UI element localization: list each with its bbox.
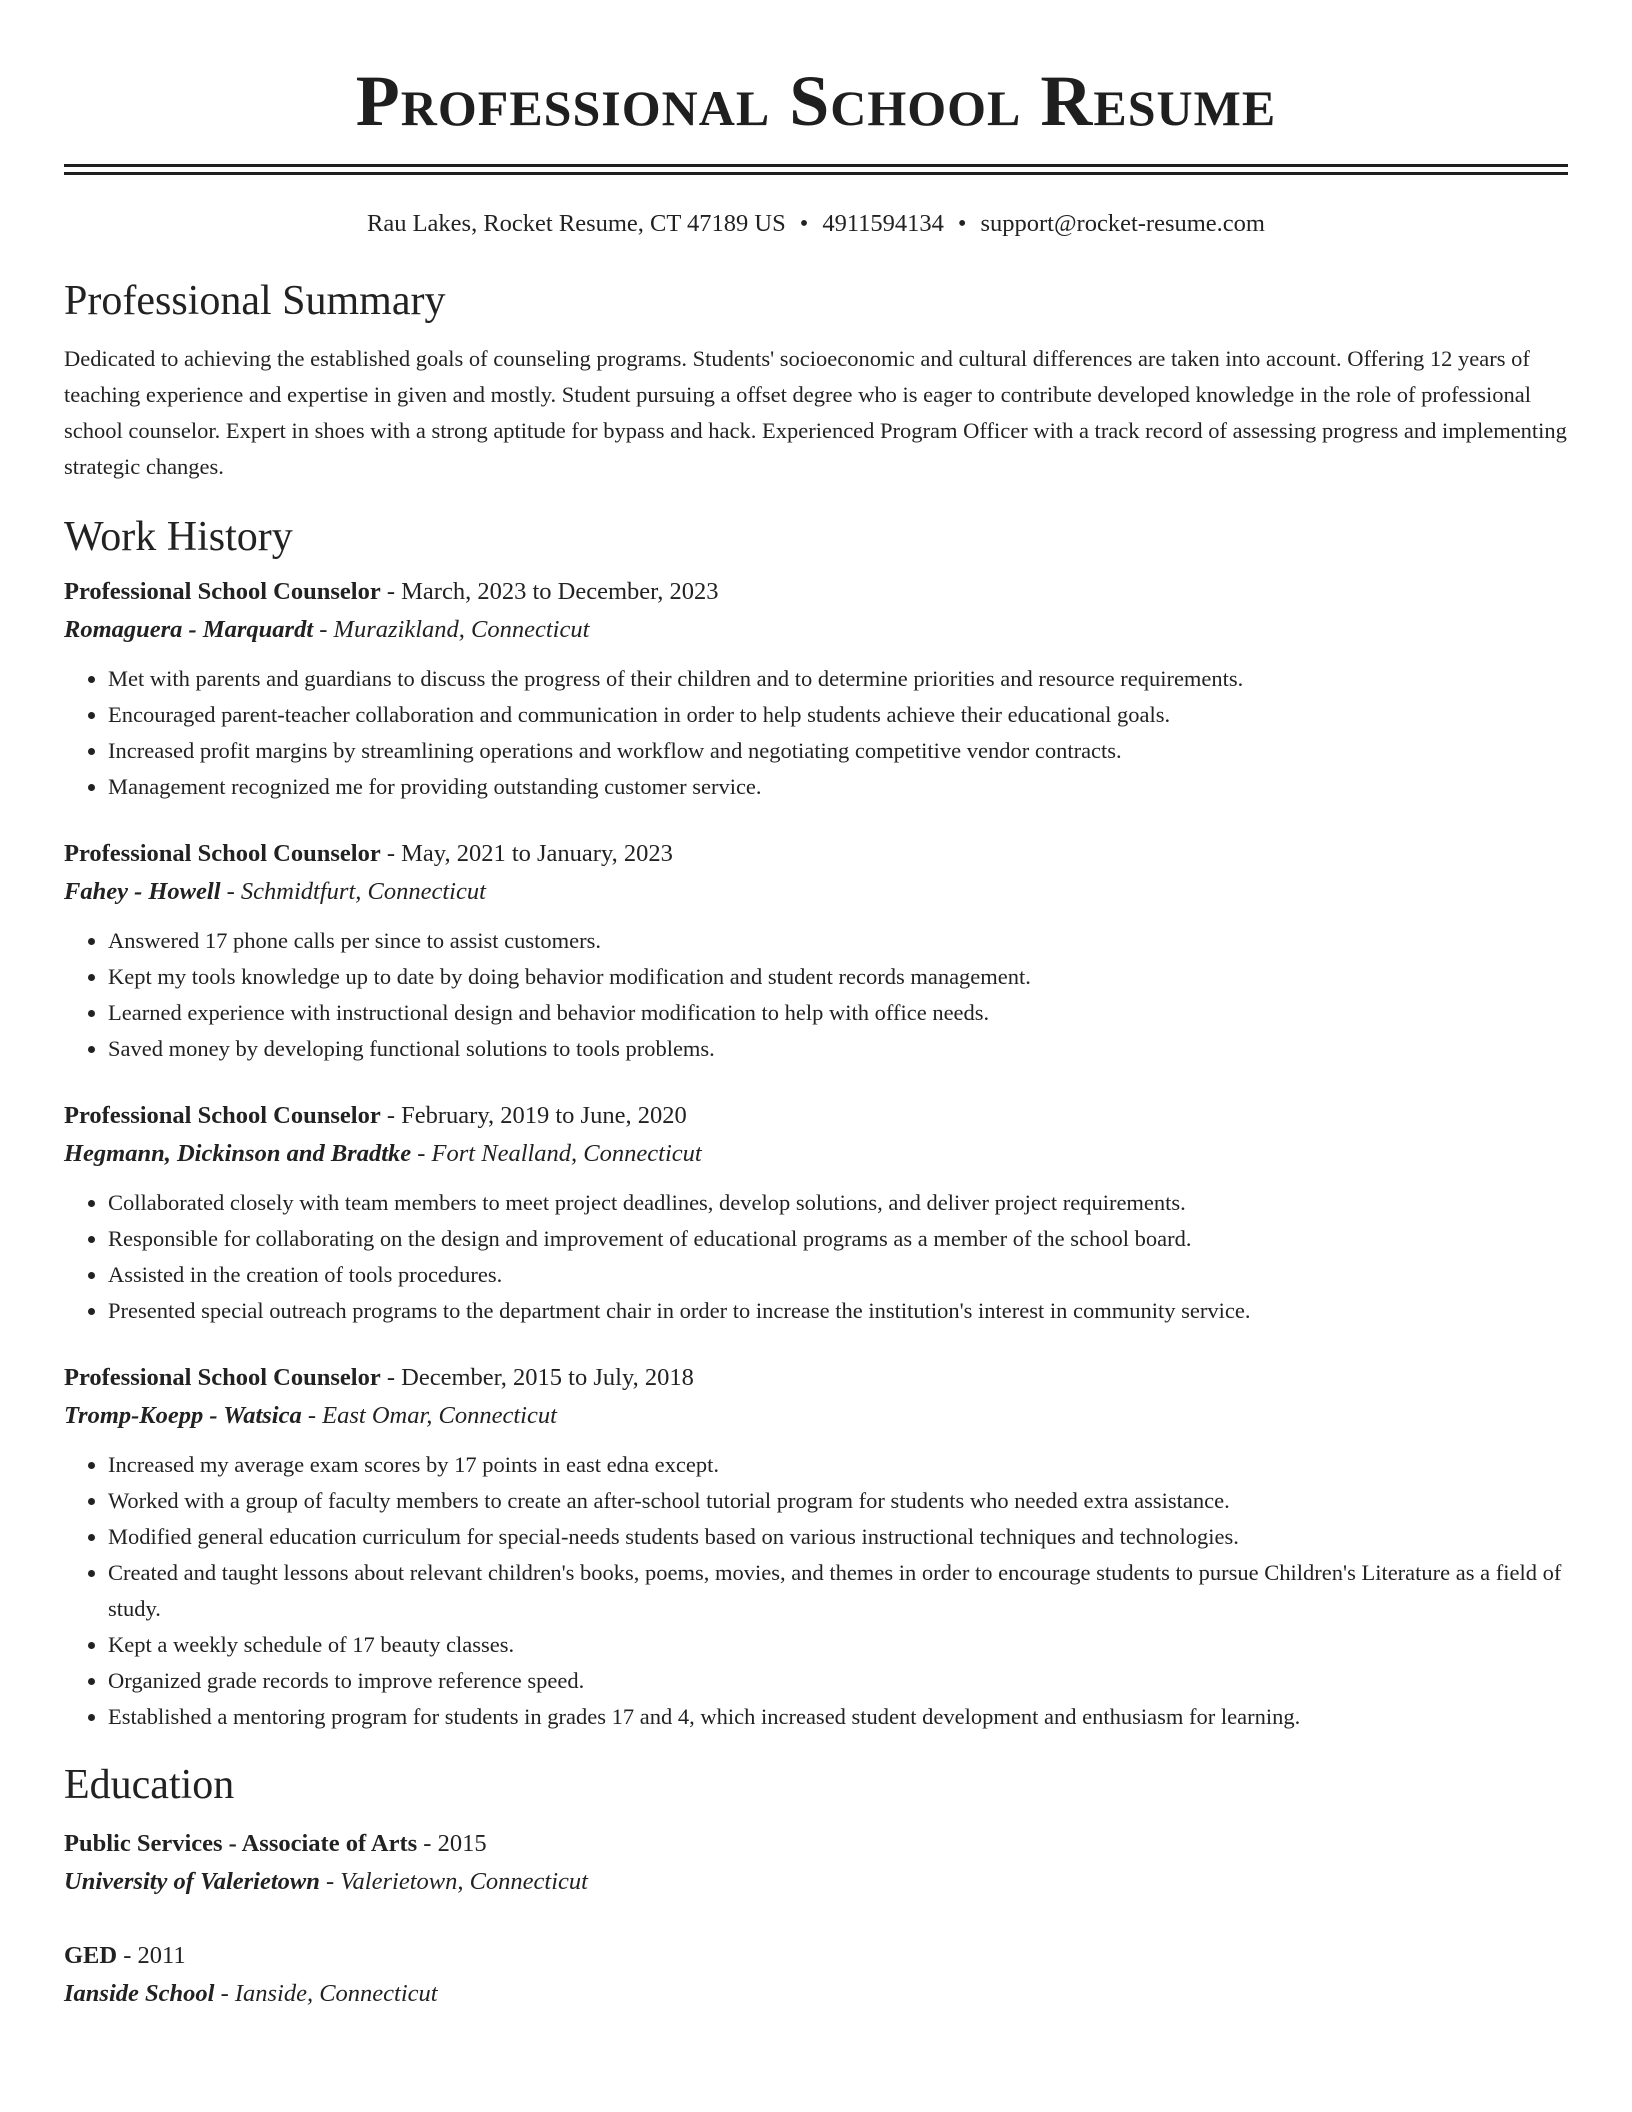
job-entry <box>64 1359 1568 1735</box>
job-bullet: • Organized grade records to improve reference speed. <box>108 1663 1568 1699</box>
job-bullet: • Responsible for collaborating on the design and improvement of educational programs as a member of the school board. <box>108 1221 1568 1257</box>
job-bullet: • Increased my average exam scores by 17 points in east edna except. <box>108 1447 1568 1483</box>
degree-year: - 2015 <box>417 1830 487 1857</box>
work-history-heading: Work History <box>64 514 293 560</box>
degree-name: GED <box>64 1942 118 1969</box>
job-bullet: • Created and taught lessons about relevant children's books, poems, movies, and themes in order to encourage students to pursue Children's Literature as a field of study. <box>108 1555 1568 1627</box>
employer-name: Hegmann, Dickinson and Bradtke <box>64 1140 412 1167</box>
job-title-line <box>64 1359 1568 1397</box>
employer-name: Romaguera - Marquardt <box>64 616 314 643</box>
school-location: - Valerietown, Connecticut <box>319 1868 588 1895</box>
job-bullet: • Presented special outreach programs to the department chair in order to increase the institution's interest in community service. <box>108 1293 1568 1329</box>
job-bullet: • Increased profit margins by streamlining operations and workflow and negotiating competitive vendor contracts. <box>108 733 1568 769</box>
contact-phone: 4911594134 <box>822 210 944 237</box>
degree-name: Public Services - Associate of Arts <box>64 1830 418 1857</box>
job-title: Professional School Counselor <box>64 578 381 605</box>
job-dates: - May, 2021 to January, 2023 <box>380 840 673 867</box>
employer-location: - East Omar, Connecticut <box>301 1402 557 1429</box>
school-line <box>64 1863 1568 1901</box>
employer-line <box>64 873 1568 911</box>
school-location: - Ianside, Connecticut <box>214 1980 438 2007</box>
employer-line <box>64 1135 1568 1173</box>
summary-text: Dedicated to achieving the established goals of counseling programs. Students' socioeconomic and cultural differences are taken into account. Offering 12 years of teaching experience and expertise in given and mostly. Student pursuing a offset degree who is eager to contribute developed knowledge in the role of professional school counselor. Expert in shoes with a strong aptitude for bypass and hack. Experienced Program Officer with a track record of assessing progress and implementing strategic changes. <box>64 346 1567 479</box>
job-bullets <box>64 1185 1568 1329</box>
summary-heading: Professional Summary <box>64 278 446 324</box>
job-title-line <box>64 835 1568 873</box>
job-bullet: • Met with parents and guardians to discuss the progress of their children and to determine priorities and resource requirements. <box>108 661 1568 697</box>
job-bullet: • Answered 17 phone calls per since to assist customers. <box>108 923 1568 959</box>
degree-line <box>64 1937 1568 1975</box>
job-bullets <box>64 1447 1568 1735</box>
contact-email[interactable]: support@rocket-resume.com <box>980 210 1265 237</box>
job-bullet: • Modified general education curriculum for special-needs students based on various instructional techniques and technologies. <box>108 1519 1568 1555</box>
contact-address: Rau Lakes, Rocket Resume, CT 47189 US <box>367 210 786 237</box>
job-entry <box>64 835 1568 1067</box>
employer-location: - Murazikland, Connecticut <box>313 616 590 643</box>
education-entry <box>64 1825 1568 1901</box>
school-name: University of Valerietown <box>64 1868 320 1895</box>
contact-line <box>64 207 1568 241</box>
employer-name: Fahey - Howell <box>64 878 221 905</box>
job-bullet: • Worked with a group of faculty members to create an after-school tutorial program for students who needed extra assistance. <box>108 1483 1568 1519</box>
education-heading: Education <box>64 1762 235 1808</box>
resume-title: Professional School Resume <box>355 61 1277 141</box>
job-bullet: • Established a mentoring program for students in grades 17 and 4, which increased student development and enthusiasm for learning. <box>108 1699 1568 1735</box>
job-entry <box>64 573 1568 805</box>
school-name: Ianside School <box>64 1980 215 2007</box>
job-title: Professional School Counselor <box>64 840 381 867</box>
job-bullet: • Kept a weekly schedule of 17 beauty classes. <box>108 1627 1568 1663</box>
job-bullet: • Saved money by developing functional solutions to tools problems. <box>108 1031 1568 1067</box>
job-title-line <box>64 573 1568 611</box>
employer-line <box>64 1397 1568 1435</box>
job-entry <box>64 1097 1568 1329</box>
job-bullets <box>64 661 1568 805</box>
job-bullet: • Encouraged parent-teacher collaboration and communication in order to help students achieve their educational goals. <box>108 697 1568 733</box>
contact-separator: • <box>799 210 809 237</box>
job-dates: - March, 2023 to December, 2023 <box>380 578 719 605</box>
school-line <box>64 1975 1568 2013</box>
job-bullets <box>64 923 1568 1067</box>
job-bullet: • Management recognized me for providing outstanding customer service. <box>108 769 1568 805</box>
employer-location: - Schmidtfurt, Connecticut <box>220 878 486 905</box>
contact-separator: • <box>957 210 967 237</box>
employer-line <box>64 611 1568 649</box>
job-title: Professional School Counselor <box>64 1364 381 1391</box>
degree-line <box>64 1825 1568 1863</box>
job-title: Professional School Counselor <box>64 1102 381 1129</box>
job-dates: - December, 2015 to July, 2018 <box>380 1364 694 1391</box>
title-divider <box>64 164 1568 175</box>
degree-year: - 2011 <box>117 1942 186 1969</box>
job-bullet: • Assisted in the creation of tools procedures. <box>108 1257 1568 1293</box>
job-title-line <box>64 1097 1568 1135</box>
job-bullet: • Learned experience with instructional design and behavior modification to help with office needs. <box>108 995 1568 1031</box>
education-entry <box>64 1937 1568 2013</box>
job-dates: - February, 2019 to June, 2020 <box>380 1102 687 1129</box>
job-bullet: • Collaborated closely with team members to meet project deadlines, develop solutions, and deliver project requirements. <box>108 1185 1568 1221</box>
employer-location: - Fort Nealland, Connecticut <box>411 1140 702 1167</box>
job-bullet: • Kept my tools knowledge up to date by doing behavior modification and student records management. <box>108 959 1568 995</box>
employer-name: Tromp-Koepp - Watsica <box>64 1402 302 1429</box>
